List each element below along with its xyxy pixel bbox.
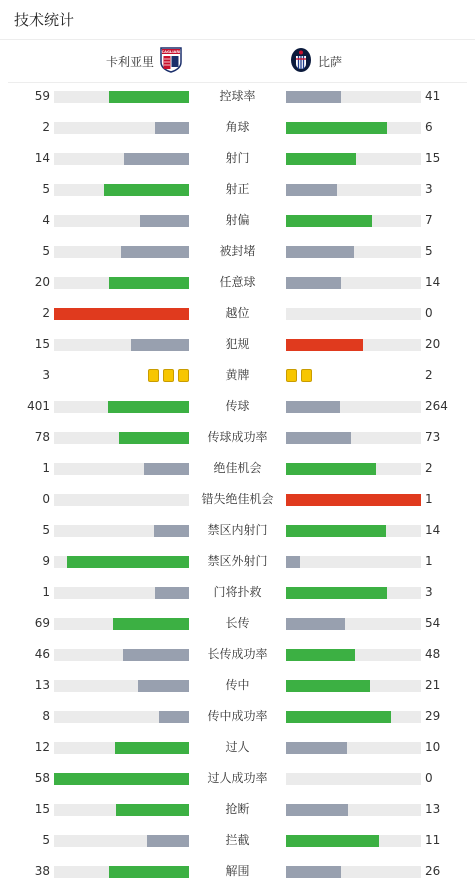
stat-row: [0, 794, 475, 825]
stat-row: [0, 732, 475, 763]
away-stat-value: 14: [425, 523, 441, 537]
home-stat-bar-fill: [154, 525, 189, 537]
away-stat-bar-fill: [286, 866, 341, 878]
home-stat-value: 20: [34, 275, 50, 289]
home-stat-bar: [54, 308, 189, 320]
home-stat-bar-fill: [123, 649, 189, 661]
away-stat-value: 54: [425, 616, 441, 630]
stat-row: [0, 267, 475, 298]
away-stat-bar: [286, 866, 421, 878]
yellow-card-icon: [178, 369, 189, 382]
stat-label: 越位: [225, 306, 250, 320]
away-stat-value: 29: [425, 709, 441, 723]
away-stat-value: 1: [425, 554, 433, 568]
page-title: [0, 0, 475, 40]
away-team-name: 比萨: [318, 54, 343, 69]
teams-header: [8, 40, 467, 83]
stat-label: 门将扑救: [213, 585, 262, 599]
away-stat-value: 14: [425, 275, 441, 289]
away-stat-value: 3: [425, 585, 433, 599]
away-stat-bar-fill: [286, 618, 345, 630]
home-stat-value: 8: [42, 709, 50, 723]
stat-row: [0, 825, 475, 856]
away-stat-bar: [286, 153, 421, 165]
home-stat-bar: [54, 463, 189, 475]
stat-row: [0, 515, 475, 546]
stat-label: 抢断: [225, 802, 250, 816]
stat-row: [0, 174, 475, 205]
stat-row: [0, 484, 475, 515]
away-stat-bar-fill: [286, 587, 387, 599]
home-stat-bar: [54, 618, 189, 630]
away-yellow-cards: [286, 369, 312, 382]
away-stat-bar: [286, 401, 421, 413]
away-stat-value: 20: [425, 337, 441, 351]
stat-label: 任意球: [219, 275, 256, 289]
home-stat-bar: [54, 773, 189, 785]
away-stat-value: 0: [425, 771, 433, 785]
home-stat-bar: [54, 525, 189, 537]
away-stat-value: 0: [425, 306, 433, 320]
home-stat-bar-fill: [67, 556, 189, 568]
away-stat-value: 2: [425, 461, 433, 475]
stat-label: 黄牌: [225, 368, 250, 382]
away-stat-bar: [286, 339, 421, 351]
away-stat-value: 13: [425, 802, 441, 816]
away-stat-value: 264: [425, 399, 448, 413]
home-stat-value: 5: [42, 833, 50, 847]
home-stat-value: 9: [42, 554, 50, 568]
page-title-text: 技术统计: [14, 11, 75, 29]
home-stat-value: 15: [34, 802, 50, 816]
away-stat-bar: [286, 277, 421, 289]
away-stat-value: 26: [425, 864, 441, 878]
away-stat-bar-fill: [286, 525, 386, 537]
home-stat-bar-fill: [140, 215, 189, 227]
home-stat-bar: [54, 649, 189, 661]
away-stat-value: 15: [425, 151, 441, 165]
stat-label: 控球率: [219, 89, 256, 103]
stat-label: 射门: [225, 151, 250, 165]
home-stat-bar-fill: [155, 587, 189, 599]
stat-row: [0, 763, 475, 794]
home-stat-bar: [54, 277, 189, 289]
away-stat-bar: [286, 711, 421, 723]
home-stat-bar-fill: [54, 773, 189, 785]
away-stat-value: 6: [425, 120, 433, 134]
away-stat-bar-fill: [286, 680, 370, 692]
away-stat-bar: [286, 804, 421, 816]
stat-row: [0, 112, 475, 143]
home-stat-bar-fill: [119, 432, 189, 444]
home-stat-bar-fill: [147, 835, 189, 847]
home-stat-bar-fill: [121, 246, 189, 258]
home-stat-bar-fill: [109, 277, 189, 289]
away-stat-bar: [286, 308, 421, 320]
home-stat-bar-fill: [109, 866, 189, 878]
away-stat-value: 7: [425, 213, 433, 227]
stat-label: 传球成功率: [207, 430, 268, 444]
stat-row: [0, 701, 475, 732]
away-stat-bar-fill: [286, 804, 348, 816]
home-stat-bar-fill: [115, 742, 189, 754]
home-stat-value: 14: [34, 151, 50, 165]
cagliari-crest-text: CAGLIARI: [161, 49, 181, 54]
yellow-card-icon: [148, 369, 159, 382]
home-stat-value: 3: [42, 368, 50, 382]
stat-label: 角球: [225, 120, 250, 134]
stat-label: 解围: [225, 864, 250, 878]
pisa-crest-icon: [290, 47, 312, 76]
stat-label: 传中成功率: [207, 709, 268, 723]
away-stat-bar-fill: [286, 91, 341, 103]
stat-label: 射偏: [225, 213, 250, 227]
home-stat-bar: [54, 742, 189, 754]
home-stat-bar: [54, 339, 189, 351]
stat-row: [0, 143, 475, 174]
away-stat-bar-fill: [286, 742, 347, 754]
home-stat-bar: [54, 680, 189, 692]
home-stat-bar: [54, 91, 189, 103]
stat-row: [0, 360, 475, 391]
home-stat-bar: [54, 835, 189, 847]
stat-row: [0, 236, 475, 267]
home-stat-value: 59: [34, 89, 50, 103]
away-stat-bar-fill: [286, 835, 379, 847]
home-stat-value: 2: [42, 120, 50, 134]
away-stat-bar: [286, 835, 421, 847]
home-stat-bar-fill: [155, 122, 189, 134]
home-stat-value: 5: [42, 244, 50, 258]
stat-label: 过人成功率: [207, 771, 268, 785]
stat-label: 错失绝佳机会: [201, 492, 274, 506]
home-stat-bar: [54, 246, 189, 258]
away-stat-bar: [286, 494, 421, 506]
stat-row: [0, 298, 475, 329]
home-stat-bar: [54, 587, 189, 599]
stat-label: 犯规: [225, 337, 250, 351]
away-stat-value: 11: [425, 833, 441, 847]
stat-label: 绝佳机会: [213, 461, 262, 475]
cagliari-crest-icon: [160, 47, 182, 76]
away-stat-bar-fill: [286, 711, 391, 723]
home-team[interactable]: [106, 40, 182, 82]
home-stat-value: 0: [42, 492, 50, 506]
away-stat-bar: [286, 246, 421, 258]
home-stat-bar-fill: [138, 680, 189, 692]
stat-label: 禁区内射门: [207, 523, 268, 537]
yellow-card-icon: [163, 369, 174, 382]
stat-row: [0, 577, 475, 608]
stat-row: [0, 329, 475, 360]
home-stat-bar-fill: [104, 184, 189, 196]
away-stat-bar-fill: [286, 494, 421, 506]
away-stat-value: 48: [425, 647, 441, 661]
stat-row: [0, 608, 475, 639]
stat-label: 传中: [225, 678, 250, 692]
stat-label: 过人: [225, 740, 250, 754]
stat-label: 禁区外射门: [207, 554, 268, 568]
stat-row: [0, 453, 475, 484]
away-stat-bar: [286, 215, 421, 227]
home-stat-bar-fill: [54, 308, 189, 320]
stat-row: [0, 670, 475, 701]
stat-label: 传球: [225, 399, 250, 413]
home-stat-value: 1: [42, 461, 50, 475]
away-stat-bar: [286, 773, 421, 785]
home-stat-value: 2: [42, 306, 50, 320]
home-stat-bar-fill: [108, 401, 189, 413]
away-stat-bar-fill: [286, 122, 387, 134]
stat-row: [0, 391, 475, 422]
away-stat-bar: [286, 649, 421, 661]
stat-label: 射正: [225, 182, 250, 196]
away-stat-bar-fill: [286, 184, 337, 196]
away-stat-value: 10: [425, 740, 441, 754]
stat-row: [0, 422, 475, 453]
home-stat-bar: [54, 122, 189, 134]
stat-row: [0, 639, 475, 670]
away-stat-value: 73: [425, 430, 441, 444]
home-stat-value: 15: [34, 337, 50, 351]
home-stat-bar: [54, 711, 189, 723]
stat-label: 长传成功率: [207, 647, 268, 661]
away-stat-bar: [286, 742, 421, 754]
home-stat-bar-fill: [144, 463, 189, 475]
away-stat-value: 41: [425, 89, 441, 103]
home-stat-value: 78: [34, 430, 50, 444]
home-stat-value: 401: [27, 399, 50, 413]
away-stat-bar-fill: [286, 649, 355, 661]
away-stat-value: 3: [425, 182, 433, 196]
home-stat-bar: [54, 494, 189, 506]
home-yellow-cards: [148, 369, 189, 382]
away-team[interactable]: [290, 40, 342, 82]
home-stat-bar: [54, 432, 189, 444]
away-stat-bar: [286, 587, 421, 599]
yellow-card-icon: [286, 369, 297, 382]
away-stat-bar: [286, 91, 421, 103]
stats-list: [0, 81, 475, 887]
away-stat-bar-fill: [286, 339, 363, 351]
away-stat-bar: [286, 184, 421, 196]
stat-row: [0, 546, 475, 577]
away-stat-bar-fill: [286, 463, 376, 475]
away-stat-bar-fill: [286, 215, 372, 227]
home-stat-value: 38: [34, 864, 50, 878]
away-stat-bar: [286, 680, 421, 692]
home-stat-value: 46: [34, 647, 50, 661]
away-stat-value: 5: [425, 244, 433, 258]
away-stat-bar: [286, 432, 421, 444]
home-stat-value: 13: [34, 678, 50, 692]
home-stat-bar: [54, 401, 189, 413]
away-stat-bar-fill: [286, 401, 340, 413]
home-stat-value: 5: [42, 523, 50, 537]
stat-label: 长传: [225, 616, 250, 630]
away-stat-bar: [286, 556, 421, 568]
away-stat-bar-fill: [286, 246, 354, 258]
home-stat-value: 69: [34, 616, 50, 630]
home-team-name: 卡利亚里: [105, 54, 154, 69]
stat-label: 被封堵: [219, 244, 256, 258]
away-stat-bar: [286, 463, 421, 475]
away-stat-bar-fill: [286, 556, 300, 568]
yellow-card-icon: [301, 369, 312, 382]
home-stat-value: 58: [34, 771, 50, 785]
away-stat-value: 1: [425, 492, 433, 506]
stat-row: [0, 81, 475, 112]
home-stat-bar: [54, 804, 189, 816]
stat-label: 拦截: [225, 833, 250, 847]
home-stat-bar-fill: [113, 618, 189, 630]
home-stat-bar: [54, 866, 189, 878]
home-stat-bar-fill: [116, 804, 189, 816]
home-stat-bar-fill: [124, 153, 189, 165]
home-stat-bar-fill: [131, 339, 189, 351]
away-stat-bar-fill: [286, 277, 341, 289]
home-stat-value: 12: [34, 740, 50, 754]
away-stat-bar: [286, 618, 421, 630]
home-stat-value: 4: [42, 213, 50, 227]
away-stat-bar-fill: [286, 153, 356, 165]
home-stat-bar: [54, 153, 189, 165]
stat-row: [0, 205, 475, 236]
home-stat-value: 5: [42, 182, 50, 196]
away-stat-value: 2: [425, 368, 433, 382]
away-stat-bar: [286, 122, 421, 134]
home-stat-bar-fill: [109, 91, 189, 103]
away-stat-bar-fill: [286, 432, 351, 444]
home-stat-bar: [54, 184, 189, 196]
home-stat-value: 1: [42, 585, 50, 599]
away-stat-bar: [286, 525, 421, 537]
home-stat-bar: [54, 556, 189, 568]
home-stat-bar: [54, 215, 189, 227]
away-stat-value: 21: [425, 678, 441, 692]
home-stat-bar-fill: [159, 711, 189, 723]
stat-row: [0, 856, 475, 887]
